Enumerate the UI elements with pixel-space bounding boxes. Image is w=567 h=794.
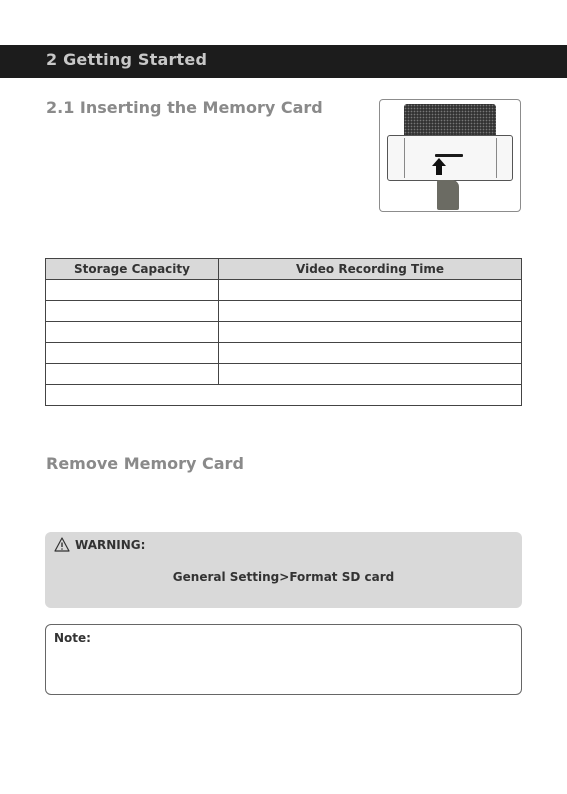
header-video-recording-time: Video Recording Time — [219, 259, 522, 280]
table-cell — [219, 280, 522, 301]
capacity-table — [45, 258, 522, 406]
table-note-cell — [46, 385, 522, 406]
section-title: 2.1 Inserting the Memory Card — [46, 98, 323, 117]
table-row — [46, 364, 522, 385]
table-header-row — [46, 259, 522, 280]
table-row — [46, 322, 522, 343]
table-cell — [219, 343, 522, 364]
table-row — [46, 280, 522, 301]
card-slot — [435, 154, 463, 157]
table-cell — [46, 280, 219, 301]
table-note-row — [46, 385, 522, 406]
table-cell — [46, 322, 219, 343]
table-row — [46, 301, 522, 322]
table-cell — [46, 364, 219, 385]
header-storage-capacity: Storage Capacity — [46, 259, 219, 280]
chapter-title: 2 Getting Started — [46, 50, 208, 69]
device-seam — [404, 138, 405, 178]
warning-triangle-icon — [54, 537, 70, 552]
table-cell — [219, 364, 522, 385]
table-cell — [219, 301, 522, 322]
table-cell — [46, 301, 219, 322]
memory-card-illustration — [379, 99, 521, 212]
sd-card — [437, 180, 459, 210]
warning-box — [45, 532, 522, 608]
device-body — [387, 135, 513, 181]
device-lens-housing — [404, 104, 496, 137]
chapter-header-bar — [0, 45, 567, 78]
format-sd-menu-path: General Setting>Format SD card — [172, 570, 395, 584]
table-cell — [219, 322, 522, 343]
device-seam — [496, 138, 497, 178]
table-cell — [46, 343, 219, 364]
note-label: Note: — [54, 631, 91, 645]
warning-label: WARNING: — [75, 538, 146, 552]
remove-card-title: Remove Memory Card — [46, 454, 244, 473]
arrow-up-icon — [432, 158, 446, 175]
note-box — [45, 624, 522, 695]
table-row — [46, 343, 522, 364]
